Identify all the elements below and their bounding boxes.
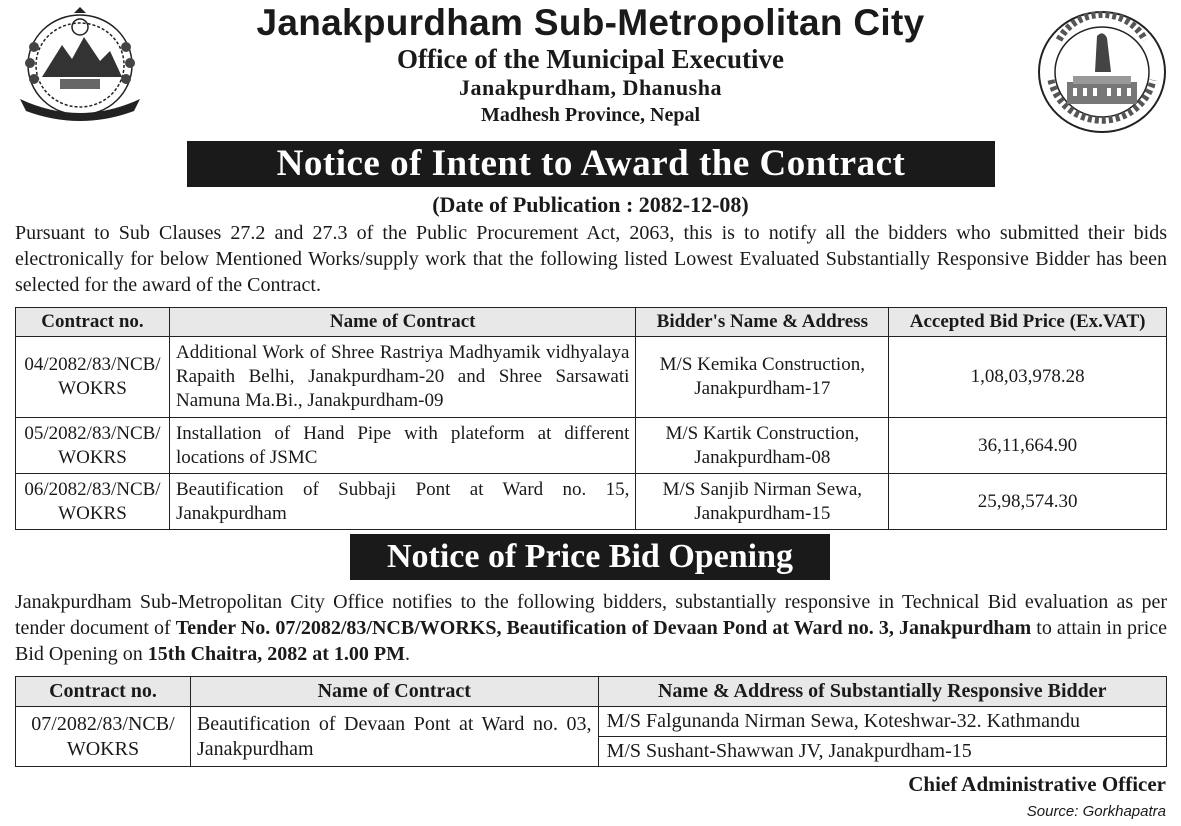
column-header: Bidder's Name & Address	[636, 308, 889, 337]
bidder: M/S Kartik Construction, Janakpurdham-08	[636, 418, 889, 474]
column-header: Name of Contract	[190, 677, 598, 707]
bid-price: 1,08,03,978.28	[889, 337, 1167, 418]
contract-name: Beautification of Devaan Pont at Ward no. 03, Janakpurdham	[190, 707, 598, 767]
column-header: Accepted Bid Price (Ex.VAT)	[889, 308, 1167, 337]
city-title: Janakpurdham Sub-Metropolitan City	[256, 2, 925, 43]
bid-price: 25,98,574.30	[889, 474, 1167, 530]
notice-award-heading: Notice of Intent to Award the Contract	[187, 141, 995, 187]
award-table-header	[16, 308, 1167, 337]
contract-name: Additional Work of Shree Rastriya Madhyamik vidhyalaya Rapaith Belhi, Janakpurdham-20 and Shree Sarsawati Namuna Ma.Bi., Janakpurdham-09	[169, 337, 635, 418]
contract-name: Installation of Hand Pipe with plateform at different locations of JSMC	[169, 418, 635, 474]
price-bid-table-header	[16, 677, 1167, 707]
contract-no: 04/2082/83/NCB/ WOKRS	[16, 337, 170, 418]
contract-no: 05/2082/83/NCB/ WOKRS	[16, 418, 170, 474]
bidder: M/S Sanjib Nirman Sewa, Janakpurdham-15	[636, 474, 889, 530]
column-header: Contract no.	[16, 308, 170, 337]
bidder: M/S Falgunanda Nirman Sewa, Koteshwar-32. Kathmandu	[598, 707, 1166, 737]
contract-name: Beautification of Subbaji Pont at Ward no. 15, Janakpurdham	[169, 474, 635, 530]
price-bid-notice-body: Janakpurdham Sub-Metropolitan City Office notifies to the following bidders, substantially responsive in Technical Bid evaluation as per tender document of Tender No. 07/2082/83/NCB/WORKS, Beautification of Devaan Pond at Ward no. 3, Janakpurdham to attain in price Bid Opening on 15th Chaitra, 2082 at 1.00 PM.	[15, 591, 1168, 665]
notice-price-bid-heading: Notice of Price Bid Opening	[350, 534, 830, 580]
province: Madhesh Province, Nepal	[480, 104, 701, 126]
bidder: M/S Kemika Construction, Janakpurdham-17	[636, 337, 889, 418]
signature: Chief Administrative Officer	[908, 772, 1166, 796]
column-header: Contract no.	[16, 677, 191, 707]
bidder: M/S Sushant-Shawwan JV, Janakpurdham-15	[598, 737, 1166, 767]
location: Janakpurdham, Dhanusha	[459, 75, 722, 100]
award-notice-body: Pursuant to Sub Clauses 27.2 and 27.3 of the Public Procurement Act, 2063, this is to notify all the bidders who submitted their bids electronically for below Mentioned Works/supply work that the following listed Lowest Evaluated Substantially Responsive Bidder has been selected for the award of the Contract.	[15, 222, 1167, 296]
column-header: Name & Address of Substantially Responsive Bidder	[598, 677, 1166, 707]
bid-price: 36,11,664.90	[889, 418, 1167, 474]
source-credit: Source: Gorkhapatra	[1026, 803, 1166, 820]
table-row	[16, 337, 1167, 418]
table-row	[16, 418, 1167, 474]
price-bid-table	[15, 676, 1167, 767]
office-title: Office of the Municipal Executive	[397, 44, 784, 74]
contract-no: 06/2082/83/NCB/ WOKRS	[16, 474, 170, 530]
table-row	[16, 707, 1167, 737]
table-row	[16, 474, 1167, 530]
award-table	[15, 307, 1167, 530]
publication-date: (Date of Publication : 2082-12-08)	[432, 192, 749, 217]
contract-no: 07/2082/83/NCB/ WOKRS	[16, 707, 191, 767]
column-header: Name of Contract	[169, 308, 635, 337]
